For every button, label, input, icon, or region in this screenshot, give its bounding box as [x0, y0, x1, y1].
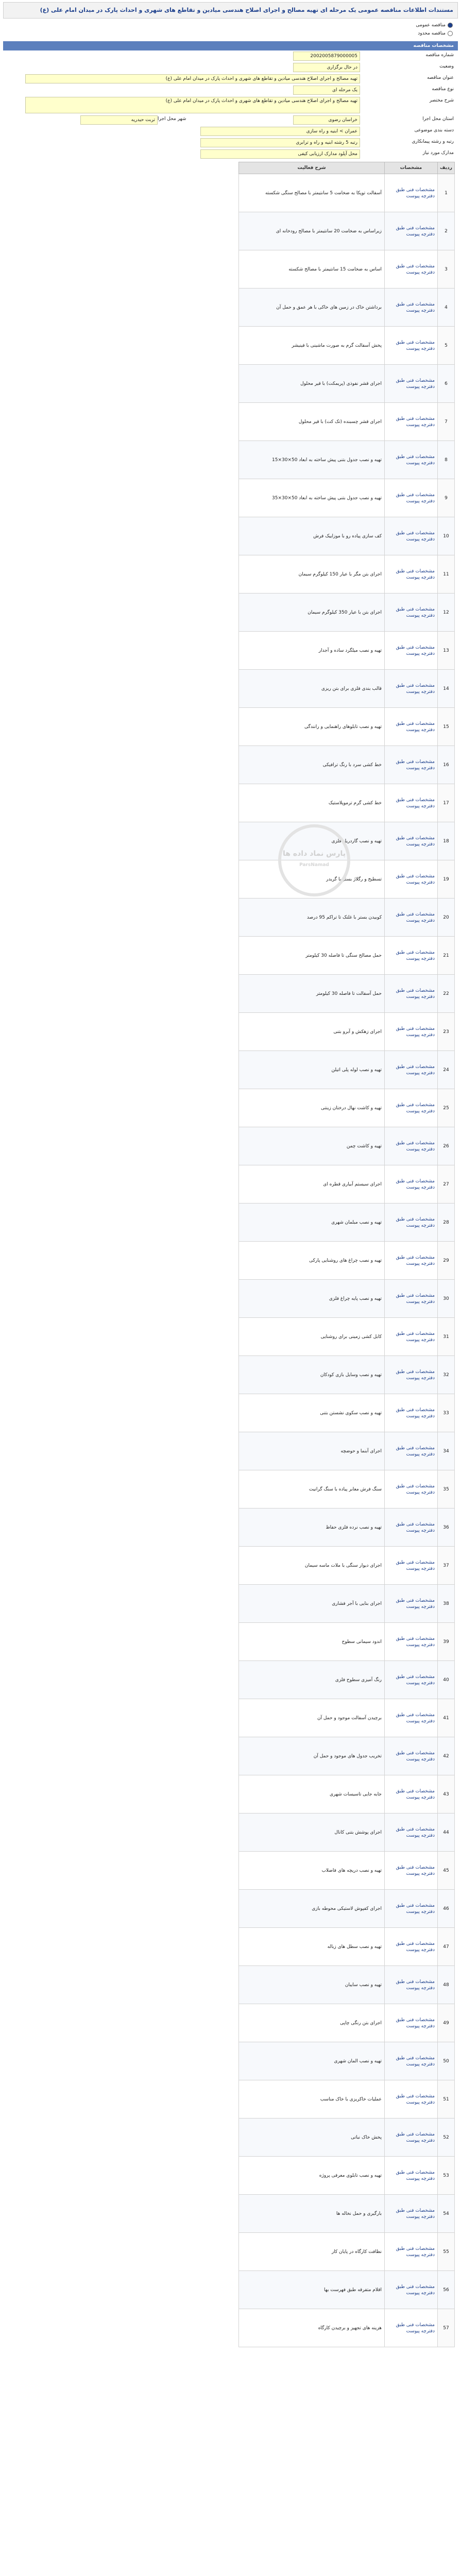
row-index: 24	[438, 1051, 455, 1089]
table-row	[239, 1242, 455, 1280]
table-row	[239, 670, 455, 708]
status-row	[3, 62, 458, 73]
table-row	[239, 1623, 455, 1661]
row-description: تهیه و کاشت چمن	[239, 1127, 385, 1165]
row-description: قالب بندی فلزی برای بتن ریزی	[239, 670, 385, 708]
row-description: اجرای قشر نفوذی (پریمکت) با قیر محلول	[239, 365, 385, 403]
row-description: اجرای بتن رنگی چاپی	[239, 2004, 385, 2042]
row-description: حمل آسفالت تا فاصله 30 کیلومتر	[239, 975, 385, 1013]
row-spec: مشخصات فنی طبق دفترچه پیوست	[385, 784, 438, 822]
row-index: 55	[438, 2233, 455, 2271]
row-index: 42	[438, 1737, 455, 1775]
row-spec: مشخصات فنی طبق دفترچه پیوست	[385, 1089, 438, 1127]
table-row	[239, 441, 455, 479]
row-description: تهیه و نصب تابلوی معرفی پروژه	[239, 2157, 385, 2195]
rank-row	[3, 137, 458, 148]
row-description: خط کشی سرد با رنگ ترافیکی	[239, 746, 385, 784]
row-description: تهیه و نصب لوله پلی اتیلن	[239, 1051, 385, 1089]
row-spec: مشخصات فنی طبق دفترچه پیوست	[385, 2271, 438, 2309]
row-spec: مشخصات فنی طبق دفترچه پیوست	[385, 555, 438, 594]
table-row	[239, 1814, 455, 1852]
row-description: نظافت کارگاه در پایان کار	[239, 2233, 385, 2271]
row-description: تهیه و نصب سکوی نشستن بتنی	[239, 1394, 385, 1432]
row-spec: مشخصات فنی طبق دفترچه پیوست	[385, 1242, 438, 1280]
row-index: 30	[438, 1280, 455, 1318]
row-index: 25	[438, 1089, 455, 1127]
row-description: رنگ آمیزی سطوح فلزی	[239, 1661, 385, 1699]
table-row	[239, 1775, 455, 1814]
table-row	[239, 2119, 455, 2157]
row-description: تهیه و نصب تابلوهای راهنمایی و رانندگی	[239, 708, 385, 746]
row-spec: مشخصات فنی طبق دفترچه پیوست	[385, 1890, 438, 1928]
row-spec: مشخصات فنی طبق دفترچه پیوست	[385, 1623, 438, 1661]
row-spec: مشخصات فنی طبق دفترچه پیوست	[385, 975, 438, 1013]
category-row	[3, 126, 458, 137]
row-description: تهیه و نصب میلگرد ساده و آجدار	[239, 632, 385, 670]
row-index: 57	[438, 2309, 455, 2347]
row-index: 56	[438, 2271, 455, 2309]
type-row	[3, 84, 458, 96]
row-description: کوبیدن بستر با غلتک تا تراکم 95 درصد	[239, 899, 385, 937]
table-row	[239, 708, 455, 746]
row-index: 14	[438, 670, 455, 708]
row-index: 26	[438, 1127, 455, 1165]
table-row	[239, 212, 455, 250]
row-description: حمل مصالح سنگی تا فاصله 30 کیلومتر	[239, 937, 385, 975]
table-row	[239, 2233, 455, 2271]
table-row	[239, 784, 455, 822]
row-description: تهیه و نصب مبلمان شهری	[239, 1204, 385, 1242]
row-spec: مشخصات فنی طبق دفترچه پیوست	[385, 1432, 438, 1470]
row-spec: مشخصات فنی طبق دفترچه پیوست	[385, 632, 438, 670]
row-index: 46	[438, 1890, 455, 1928]
row-index: 45	[438, 1852, 455, 1890]
table-row	[239, 1699, 455, 1737]
type-value: یک مرحله ای	[293, 86, 360, 95]
row-spec: مشخصات فنی طبق دفترچه پیوست	[385, 1204, 438, 1242]
row-spec: مشخصات فنی طبق دفترچه پیوست	[385, 2157, 438, 2195]
province-label: استان محل اجرا	[422, 116, 454, 122]
row-description: تهیه و کاشت نهال درختان زینتی	[239, 1089, 385, 1127]
row-description: زیراساس به ضخامت 20 سانتیمتر با مصالح رودخانه ای	[239, 212, 385, 250]
row-index: 17	[438, 784, 455, 822]
row-index: 3	[438, 250, 455, 289]
title-label: عنوان مناقصه	[427, 75, 454, 80]
row-spec: مشخصات فنی طبق دفترچه پیوست	[385, 1356, 438, 1394]
row-spec: مشخصات فنی طبق دفترچه پیوست	[385, 403, 438, 441]
row-index: 12	[438, 594, 455, 632]
rank-value: رتبه 5 رشته ابنیه و راه و ترابری	[200, 138, 360, 147]
row-spec: مشخصات فنی طبق دفترچه پیوست	[385, 1661, 438, 1699]
row-description: اجرای دیوار سنگی با ملات ماسه سیمان	[239, 1547, 385, 1585]
table-row	[239, 1432, 455, 1470]
radio-public[interactable]	[8, 22, 453, 29]
table-row	[239, 479, 455, 517]
row-spec: مشخصات فنی طبق دفترچه پیوست	[385, 1165, 438, 1204]
row-description: جابه جایی تاسیسات شهری	[239, 1775, 385, 1814]
col-index-header: ردیف	[438, 162, 455, 174]
row-description: پخش آسفالت گرم به صورت ماشینی با فینیشر	[239, 327, 385, 365]
row-index: 50	[438, 2042, 455, 2080]
table-row	[239, 1470, 455, 1509]
table-row	[239, 1165, 455, 1204]
row-spec: مشخصات فنی طبق دفترچه پیوست	[385, 1318, 438, 1356]
col-spec-header: مشخصات	[385, 162, 438, 174]
row-index: 35	[438, 1470, 455, 1509]
table-row	[239, 517, 455, 555]
row-index: 37	[438, 1547, 455, 1585]
table-row	[239, 1013, 455, 1051]
row-description: اجرای پوشش بتنی کانال	[239, 1814, 385, 1852]
row-index: 54	[438, 2195, 455, 2233]
table-row	[239, 2157, 455, 2195]
row-spec: مشخصات فنی طبق دفترچه پیوست	[385, 1280, 438, 1318]
row-index: 23	[438, 1013, 455, 1051]
row-description: اجرای بنایی با آجر فشاری	[239, 1585, 385, 1623]
row-index: 2	[438, 212, 455, 250]
row-spec: مشخصات فنی طبق دفترچه پیوست	[385, 1051, 438, 1089]
title-value: تهیه مصالح و اجرای اصلاح هندسی میادین و تقاطع های شهری و احداث پارک در میدان امام علی (ع)	[25, 74, 360, 83]
row-spec: مشخصات فنی طبق دفترچه پیوست	[385, 2119, 438, 2157]
table-row	[239, 327, 455, 365]
row-spec: مشخصات فنی طبق دفترچه پیوست	[385, 1737, 438, 1775]
row-index: 29	[438, 1242, 455, 1280]
row-spec: مشخصات فنی طبق دفترچه پیوست	[385, 2004, 438, 2042]
row-spec: مشخصات فنی طبق دفترچه پیوست	[385, 2233, 438, 2271]
items-body	[239, 174, 455, 2347]
tender-number-row	[3, 50, 458, 62]
docs-label: مدارک مورد نیاز	[422, 150, 454, 156]
row-index: 52	[438, 2119, 455, 2157]
row-description: تهیه و نصب سایبان	[239, 1966, 385, 2004]
row-spec: مشخصات فنی طبق دفترچه پیوست	[385, 822, 438, 860]
row-index: 33	[438, 1394, 455, 1432]
watermark-seal	[278, 824, 350, 896]
row-description: کابل کشی زمینی برای روشنایی	[239, 1318, 385, 1356]
row-spec: مشخصات فنی طبق دفترچه پیوست	[385, 746, 438, 784]
radio-public-label: مناقصه عمومی	[416, 23, 446, 28]
row-description: اندود سیمانی سطوح	[239, 1623, 385, 1661]
row-description: اقلام متفرقه طبق فهرست بها	[239, 2271, 385, 2309]
row-spec: مشخصات فنی طبق دفترچه پیوست	[385, 2309, 438, 2347]
watermark-title: پارس نماد داده ها	[283, 850, 346, 858]
desc-value: تهیه مصالح و اجرای اصلاح هندسی میادین و تقاطع های شهری و احداث پارک در میدان امام علی (ع)	[25, 97, 360, 113]
row-description: هزینه های تجهیز و برچیدن کارگاه	[239, 2309, 385, 2347]
items-table	[238, 162, 455, 2347]
row-index: 1	[438, 174, 455, 212]
row-index: 18	[438, 822, 455, 860]
row-description: تهیه و نصب پایه چراغ فلزی	[239, 1280, 385, 1318]
category-value: عمران > ابنیه و راه سازی	[200, 127, 360, 136]
row-index: 28	[438, 1204, 455, 1242]
row-spec: مشخصات فنی طبق دفترچه پیوست	[385, 594, 438, 632]
row-index: 32	[438, 1356, 455, 1394]
row-description: تهیه و نصب المان شهری	[239, 2042, 385, 2080]
title-row	[3, 73, 458, 84]
row-index: 4	[438, 289, 455, 327]
row-description: خط کشی گرم ترموپلاستیک	[239, 784, 385, 822]
row-index: 40	[438, 1661, 455, 1699]
row-index: 38	[438, 1585, 455, 1623]
table-row	[239, 1737, 455, 1775]
row-index: 8	[438, 441, 455, 479]
table-row	[239, 403, 455, 441]
table-row	[239, 1547, 455, 1585]
desc-row	[3, 96, 458, 114]
row-spec: مشخصات فنی طبق دفترچه پیوست	[385, 1699, 438, 1737]
row-index: 49	[438, 2004, 455, 2042]
province-value: خراسان رضوی	[293, 115, 360, 125]
rank-label: رتبه و رشته پیمانکاری	[412, 139, 454, 144]
table-row	[239, 1661, 455, 1699]
row-spec: مشخصات فنی طبق دفترچه پیوست	[385, 1547, 438, 1585]
row-spec: مشخصات فنی طبق دفترچه پیوست	[385, 2195, 438, 2233]
row-description: برچیدن آسفالت موجود و حمل آن	[239, 1699, 385, 1737]
row-index: 39	[438, 1623, 455, 1661]
table-row	[239, 746, 455, 784]
table-row	[239, 1204, 455, 1242]
row-index: 20	[438, 899, 455, 937]
docs-value: محل آپلود مدارک ارزیابی کیفی	[200, 149, 360, 159]
row-description: آسفالت توپکا به ضخامت 5 سانتیمتر با مصالح سنگی شکسته	[239, 174, 385, 212]
row-index: 31	[438, 1318, 455, 1356]
row-spec: مشخصات فنی طبق دفترچه پیوست	[385, 899, 438, 937]
radio-off-icon	[448, 31, 453, 36]
row-spec: مشخصات فنی طبق دفترچه پیوست	[385, 1966, 438, 2004]
row-description: اجرای آبنما و حوضچه	[239, 1432, 385, 1470]
row-spec: مشخصات فنی طبق دفترچه پیوست	[385, 1127, 438, 1165]
row-description: اجرای زهکش و آبرو بتنی	[239, 1013, 385, 1051]
row-index: 15	[438, 708, 455, 746]
table-row	[239, 1280, 455, 1318]
row-index: 16	[438, 746, 455, 784]
row-description: اجرای قشر چسبنده (تک کت) با قیر محلول	[239, 403, 385, 441]
row-spec: مشخصات فنی طبق دفترچه پیوست	[385, 1585, 438, 1623]
row-description: اجرای بتن با عیار 350 کیلوگرم سیمان	[239, 594, 385, 632]
status-value: در حال برگزاری	[293, 63, 360, 72]
table-row	[239, 1127, 455, 1165]
row-spec: مشخصات فنی طبق دفترچه پیوست	[385, 327, 438, 365]
row-description: تخریب جدول های موجود و حمل آن	[239, 1737, 385, 1775]
row-index: 7	[438, 403, 455, 441]
row-spec: مشخصات فنی طبق دفترچه پیوست	[385, 365, 438, 403]
row-spec: مشخصات فنی طبق دفترچه پیوست	[385, 441, 438, 479]
table-row	[239, 174, 455, 212]
watermark-subtitle: ParsNamad	[299, 862, 329, 868]
table-row	[239, 2042, 455, 2080]
row-description: اجرای کفپوش لاستیکی محوطه بازی	[239, 1890, 385, 1928]
row-description: تسطیح و رگلاژ بستر با گریدر	[239, 860, 385, 899]
table-row	[239, 2271, 455, 2309]
row-spec: مشخصات فنی طبق دفترچه پیوست	[385, 479, 438, 517]
table-row	[239, 937, 455, 975]
row-index: 9	[438, 479, 455, 517]
radio-on-icon	[448, 23, 453, 28]
table-row	[239, 555, 455, 594]
row-spec: مشخصات فنی طبق دفترچه پیوست	[385, 1509, 438, 1547]
radio-limited-label: مناقصه محدود	[418, 31, 446, 36]
table-row	[239, 1089, 455, 1127]
table-row	[239, 1585, 455, 1623]
row-description: تهیه و نصب نرده فلزی حفاظ	[239, 1509, 385, 1547]
row-description: تهیه و نصب سطل های زباله	[239, 1928, 385, 1966]
table-row	[239, 1509, 455, 1547]
category-label: دسته بندی موضوعی	[414, 128, 454, 133]
row-index: 36	[438, 1509, 455, 1547]
type-label: نوع مناقصه	[432, 87, 454, 92]
row-spec: مشخصات فنی طبق دفترچه پیوست	[385, 517, 438, 555]
row-description: بارگیری و حمل نخاله ها	[239, 2195, 385, 2233]
row-index: 47	[438, 1928, 455, 1966]
table-row	[239, 250, 455, 289]
row-index: 43	[438, 1775, 455, 1814]
row-index: 5	[438, 327, 455, 365]
row-description: پخش خاک نباتی	[239, 2119, 385, 2157]
row-spec: مشخصات فنی طبق دفترچه پیوست	[385, 212, 438, 250]
table-row	[239, 2080, 455, 2119]
desc-label: شرح مختصر	[429, 98, 454, 103]
page	[3, 2, 458, 2347]
row-spec: مشخصات فنی طبق دفترچه پیوست	[385, 1470, 438, 1509]
items-header-row	[239, 162, 455, 174]
row-spec: مشخصات فنی طبق دفترچه پیوست	[385, 1814, 438, 1852]
row-spec: مشخصات فنی طبق دفترچه پیوست	[385, 670, 438, 708]
table-row	[239, 1318, 455, 1356]
row-index: 11	[438, 555, 455, 594]
row-index: 51	[438, 2080, 455, 2119]
row-index: 27	[438, 1165, 455, 1204]
table-row	[239, 975, 455, 1013]
row-index: 21	[438, 937, 455, 975]
row-index: 6	[438, 365, 455, 403]
row-spec: مشخصات فنی طبق دفترچه پیوست	[385, 2080, 438, 2119]
row-index: 44	[438, 1814, 455, 1852]
city-label: شهر محل اجرا	[158, 116, 186, 122]
table-row	[239, 1394, 455, 1432]
row-description: اجرای بتن مگر با عیار 150 کیلوگرم سیمان	[239, 555, 385, 594]
row-spec: مشخصات فنی طبق دفترچه پیوست	[385, 860, 438, 899]
table-row	[239, 2004, 455, 2042]
page-title: مستندات اطلاعات مناقصه عمومی یک مرحله ای تهیه مصالح و اجرای اصلاح هندسی میادین و تقاطع های شهری و احداث پارک در میدان امام علی (ع)	[3, 2, 458, 19]
col-desc-header: شرح فعالیت	[239, 162, 385, 174]
tender-number-label: شماره مناقصه	[425, 53, 454, 58]
table-row	[239, 594, 455, 632]
row-spec: مشخصات فنی طبق دفترچه پیوست	[385, 1928, 438, 1966]
docs-row	[3, 148, 458, 160]
table-row	[239, 1356, 455, 1394]
table-row	[239, 1928, 455, 1966]
row-description: تهیه و نصب چراغ های روشنایی پارکی	[239, 1242, 385, 1280]
status-label: وضعیت	[439, 64, 454, 69]
row-spec: مشخصات فنی طبق دفترچه پیوست	[385, 174, 438, 212]
row-description: کف سازی پیاده رو با موزاییک فرش	[239, 517, 385, 555]
row-spec: مشخصات فنی طبق دفترچه پیوست	[385, 1394, 438, 1432]
table-row	[239, 365, 455, 403]
row-index: 19	[438, 860, 455, 899]
row-description: عملیات خاکریزی با خاک مناسب	[239, 2080, 385, 2119]
table-row	[239, 1852, 455, 1890]
row-index: 53	[438, 2157, 455, 2195]
row-description: اجرای سیستم آبیاری قطره ای	[239, 1165, 385, 1204]
row-description: تهیه و نصب جدول بتنی پیش ساخته به ابعاد 50×30×15	[239, 441, 385, 479]
row-index: 41	[438, 1699, 455, 1737]
row-spec: مشخصات فنی طبق دفترچه پیوست	[385, 2042, 438, 2080]
table-row	[239, 1890, 455, 1928]
city-value: تربت حیدریه	[80, 115, 158, 125]
table-row	[239, 289, 455, 327]
tender-number-value: 2002005879000005	[293, 52, 360, 61]
tender-type-radios	[3, 22, 458, 39]
radio-limited[interactable]	[8, 30, 453, 37]
general-section-header: مشخصات مناقصه	[3, 41, 458, 50]
row-index: 48	[438, 1966, 455, 2004]
row-spec: مشخصات فنی طبق دفترچه پیوست	[385, 289, 438, 327]
row-description: تهیه و نصب گاردریل فلزی	[239, 822, 385, 860]
table-row	[239, 2195, 455, 2233]
table-row	[239, 2309, 455, 2347]
row-spec: مشخصات فنی طبق دفترچه پیوست	[385, 1013, 438, 1051]
row-index: 22	[438, 975, 455, 1013]
table-row	[239, 1966, 455, 2004]
row-index: 34	[438, 1432, 455, 1470]
row-description: تهیه و نصب جدول بتنی پیش ساخته به ابعاد 50×30×35	[239, 479, 385, 517]
row-index: 10	[438, 517, 455, 555]
table-row	[239, 632, 455, 670]
row-spec: مشخصات فنی طبق دفترچه پیوست	[385, 937, 438, 975]
row-description: سنگ فرش معابر پیاده با سنگ گرانیت	[239, 1470, 385, 1509]
row-spec: مشخصات فنی طبق دفترچه پیوست	[385, 708, 438, 746]
row-description: اساس به ضخامت 15 سانتیمتر با مصالح شکسته	[239, 250, 385, 289]
row-index: 13	[438, 632, 455, 670]
row-description: برداشتن خاک در زمین های خاکی با هر عمق و حمل آن	[239, 289, 385, 327]
row-spec: مشخصات فنی طبق دفترچه پیوست	[385, 1852, 438, 1890]
row-description: تهیه و نصب دریچه های فاضلاب	[239, 1852, 385, 1890]
row-description: تهیه و نصب وسایل بازی کودکان	[239, 1356, 385, 1394]
table-row	[239, 899, 455, 937]
table-row	[239, 1051, 455, 1089]
row-spec: مشخصات فنی طبق دفترچه پیوست	[385, 250, 438, 289]
location-row	[3, 114, 458, 126]
row-spec: مشخصات فنی طبق دفترچه پیوست	[385, 1775, 438, 1814]
